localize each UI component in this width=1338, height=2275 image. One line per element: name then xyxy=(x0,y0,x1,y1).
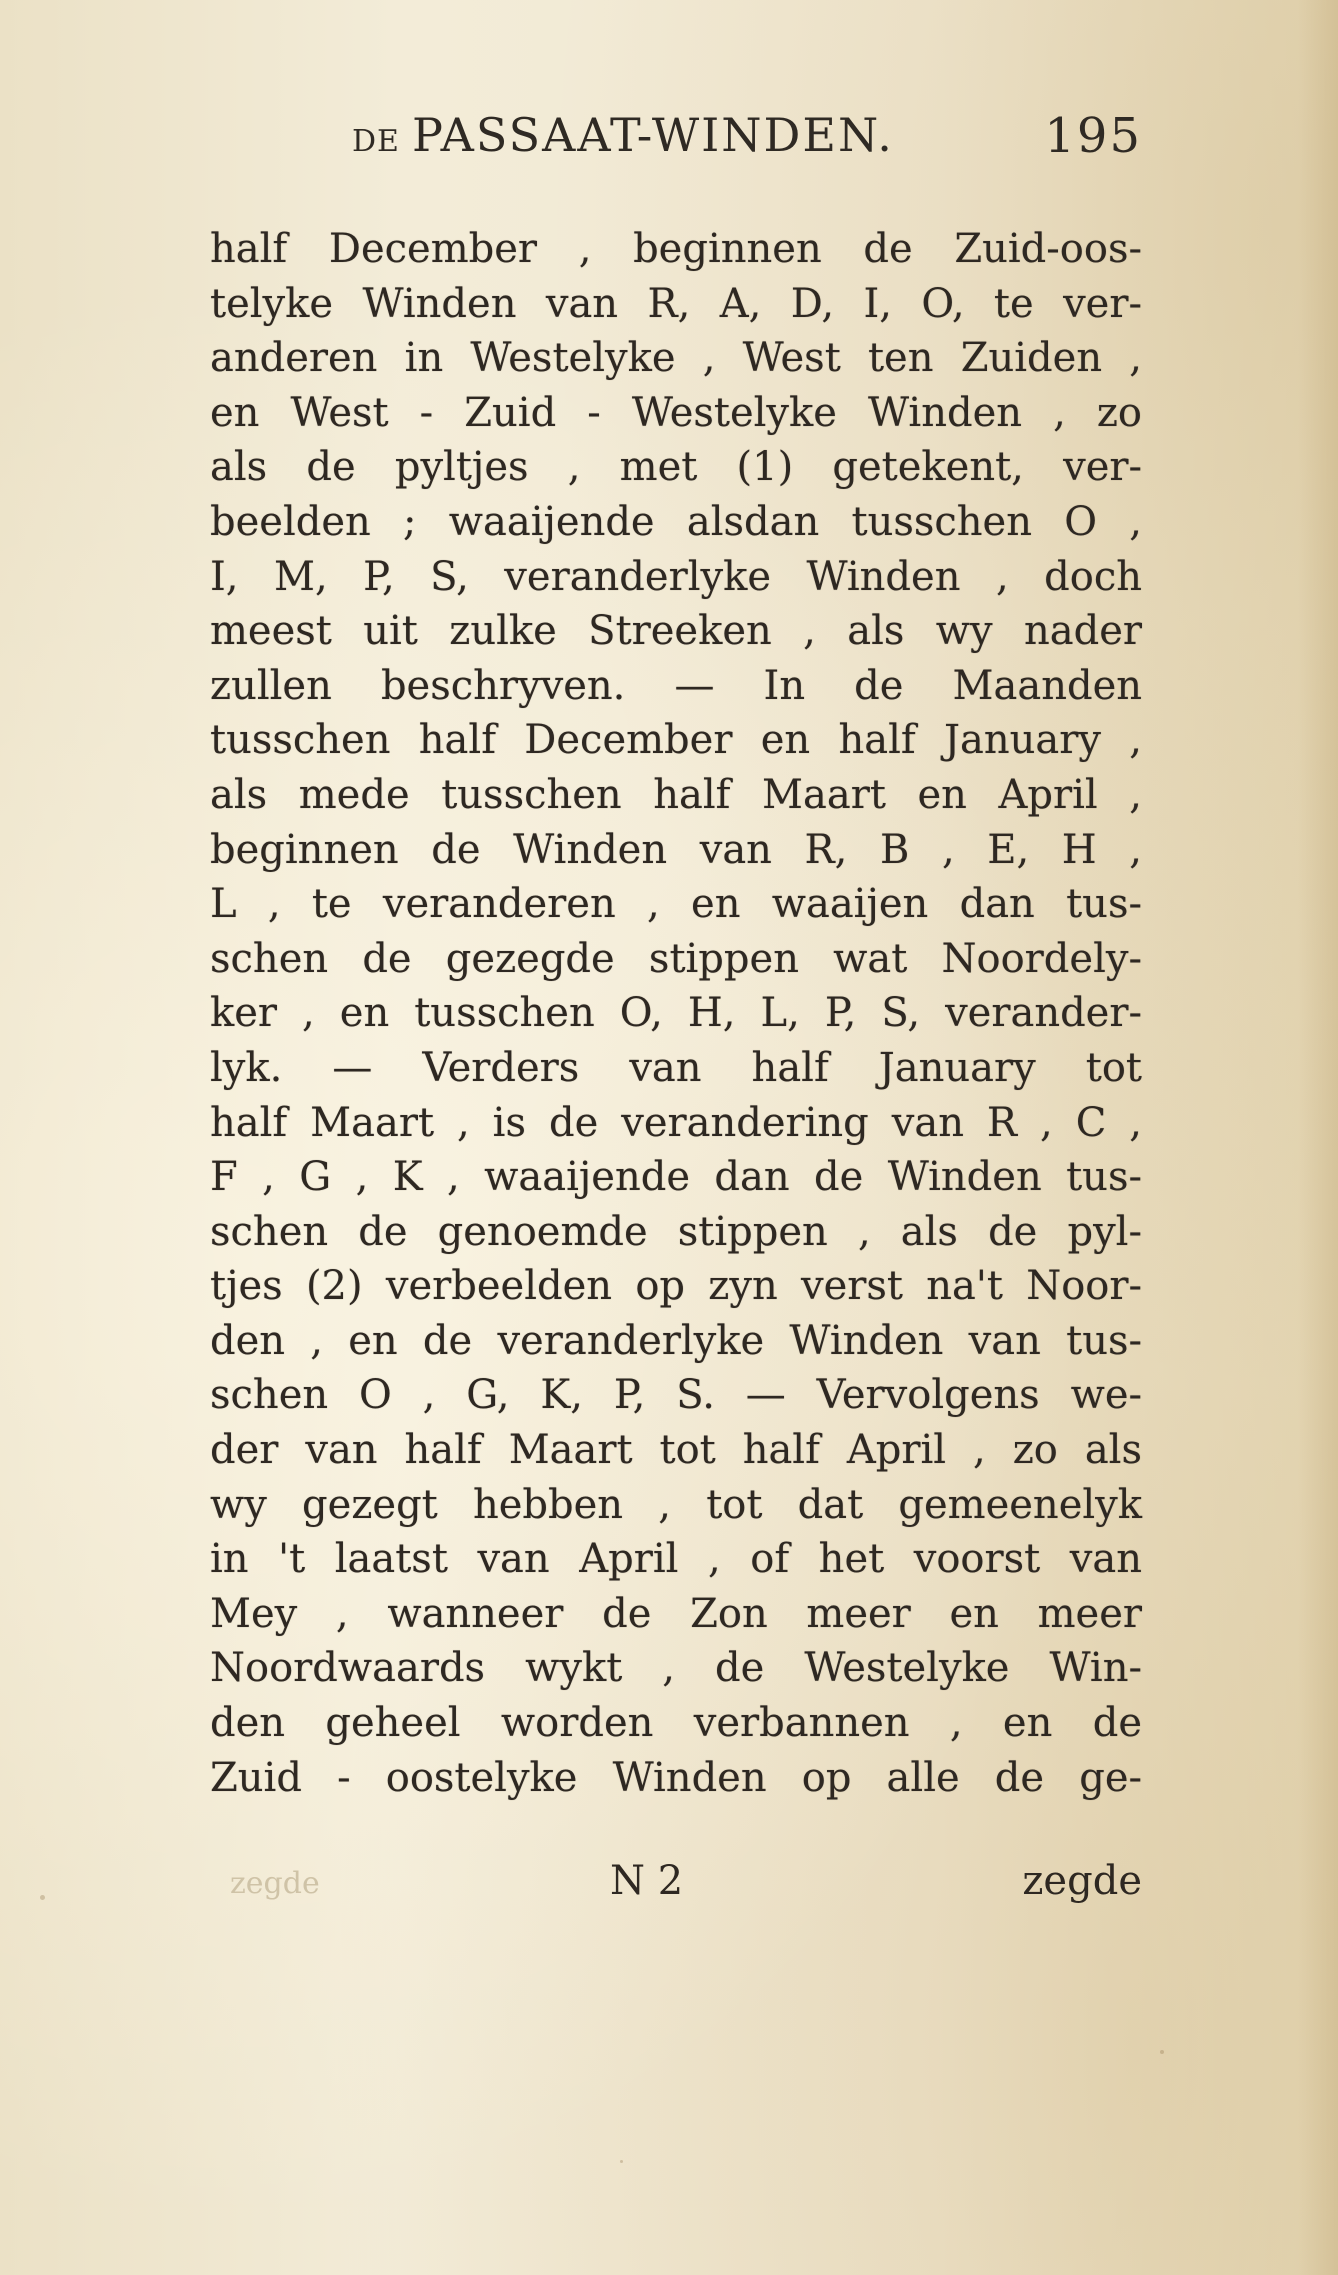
text-line: Noordwaards wykt , de Westelyke Win- xyxy=(210,1645,1142,1692)
page-number: 195 xyxy=(1044,108,1142,164)
text-line: den , en de veranderlyke Winden van tus- xyxy=(210,1317,1142,1364)
paper-speck xyxy=(1160,2050,1164,2054)
show-through-text: zegde xyxy=(230,1866,320,1901)
text-line: als de pyltjes , met (1) getekent, ver- xyxy=(210,444,1142,491)
text-line: en West - Zuid - Westelyke Winden , zo xyxy=(210,389,1142,436)
signature-mark: N 2 xyxy=(610,1858,684,1904)
text-line: tusschen half December en half January , xyxy=(210,717,1142,764)
text-line: Mey , wanneer de Zon meer en meer xyxy=(210,1590,1142,1637)
text-line: half December , beginnen de Zuid-oos- xyxy=(210,226,1142,272)
text-line: I, M, P, S, veranderlyke Winden , doch xyxy=(210,553,1142,600)
text-line: den geheel worden verbannen , en de xyxy=(210,1700,1142,1747)
text-line: anderen in Westelyke , West ten Zuiden , xyxy=(210,335,1142,382)
text-line: der van half Maart tot half April , zo als xyxy=(210,1427,1142,1474)
text-line: meest uit zulke Streeken , als wy nader xyxy=(210,608,1142,655)
text-line: lyk. — Verders van half January tot xyxy=(210,1044,1142,1091)
body-text xyxy=(210,222,1142,1805)
running-head xyxy=(352,108,1142,178)
text-line: L , te veranderen , en waaijen dan tus- xyxy=(210,881,1142,928)
paper-speck xyxy=(40,1895,45,1900)
text-line: schen de gezegde stippen wat Noordely- xyxy=(210,935,1142,982)
text-line: beginnen de Winden van R, B , E, H , xyxy=(210,826,1142,873)
running-head-title: PASSAAT-WINDEN. xyxy=(411,108,894,162)
text-line: Zuid - oostelyke Winden op alle de ge- xyxy=(210,1754,1142,1801)
text-line: half Maart , is de verandering van R , C , xyxy=(210,1099,1142,1146)
text-line: telyke Winden van R, A, D, I, O, te ver- xyxy=(210,280,1142,327)
text-line: als mede tusschen half Maart en April , xyxy=(210,771,1142,818)
text-line: schen de genoemde stippen , als de pyl- xyxy=(210,1208,1142,1255)
text-line: beelden ; waaijende alsdan tusschen O , xyxy=(210,498,1142,545)
text-line: tjes (2) verbeelden op zyn verst na't Noor- xyxy=(210,1263,1142,1310)
catchword: zegde xyxy=(1022,1858,1142,1904)
text-line: zullen beschryven. — In de Maanden xyxy=(210,662,1142,709)
text-line: ker , en tusschen O, H, L, P, S, verander- xyxy=(210,990,1142,1037)
running-head-prefix: DE xyxy=(352,124,400,159)
text-line: wy gezegt hebben , tot dat gemeenelyk xyxy=(210,1481,1142,1528)
page-footer xyxy=(210,1858,1142,1918)
text-line: in 't laatst van April , of het voorst van xyxy=(210,1536,1142,1583)
text-line: schen O , G, K, P, S. — Vervolgens we- xyxy=(210,1372,1142,1419)
paper-speck xyxy=(620,2160,623,2163)
text-line: F , G , K , waaijende dan de Winden tus- xyxy=(210,1154,1142,1201)
